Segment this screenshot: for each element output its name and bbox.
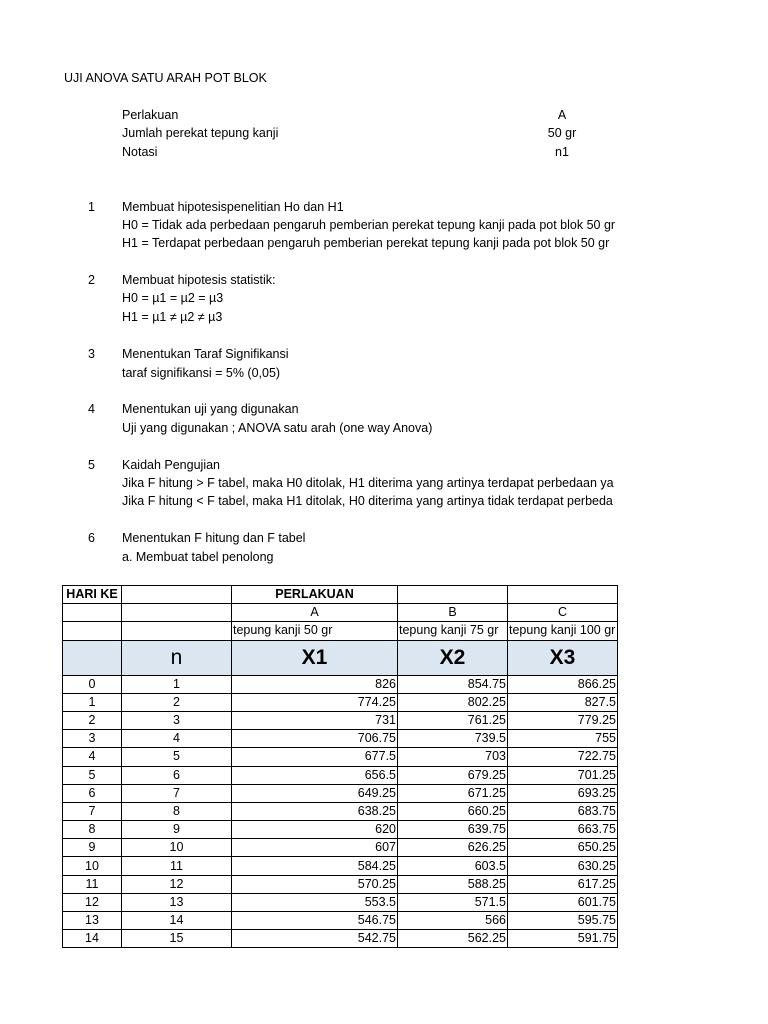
cell-x2: 679.25 (398, 766, 508, 784)
table-row (63, 802, 618, 820)
cell-n: 11 (122, 857, 232, 875)
cell-x1: 584.25 (232, 857, 398, 875)
cell-x3: 650.25 (508, 839, 618, 857)
step-number: 3 (88, 347, 95, 361)
info-label-perlakuan: Perlakuan (122, 108, 179, 122)
cell-x2: 703 (398, 748, 508, 766)
cell-x2: 854.75 (398, 675, 508, 693)
cell-n: 13 (122, 893, 232, 911)
table-row (63, 711, 618, 729)
cell-n: 10 (122, 839, 232, 857)
column-n: n (122, 640, 232, 675)
table-row (63, 766, 618, 784)
cell-x2: 603.5 (398, 857, 508, 875)
cell-hari: 1 (63, 693, 122, 711)
cell-x2: 802.25 (398, 693, 508, 711)
header-empty (398, 586, 508, 604)
step-number: 2 (88, 273, 95, 287)
table-row (63, 821, 618, 839)
header-empty (122, 622, 232, 640)
step-number: 6 (88, 531, 95, 545)
cell-x3: 722.75 (508, 748, 618, 766)
step-line: Jika F hitung > F tabel, maka H0 ditolak, H1 diterima yang artinya terdapat perbedaan ya (122, 476, 614, 490)
cell-x3: 591.75 (508, 930, 618, 948)
cell-x2: 566 (398, 912, 508, 930)
cell-hari: 12 (63, 893, 122, 911)
cell-n: 4 (122, 730, 232, 748)
cell-x3: 617.25 (508, 875, 618, 893)
cell-hari: 5 (63, 766, 122, 784)
cell-x1: 542.75 (232, 930, 398, 948)
header-empty (63, 622, 122, 640)
cell-n: 7 (122, 784, 232, 802)
cell-x3: 866.25 (508, 675, 618, 693)
step-line: Kaidah Pengujian (122, 458, 220, 472)
cell-n: 1 (122, 675, 232, 693)
header-perlakuan: PERLAKUAN (232, 586, 398, 604)
cell-x2: 588.25 (398, 875, 508, 893)
info-value-jumlah: 50 gr (547, 126, 577, 140)
table-row (63, 784, 618, 802)
cell-x3: 601.75 (508, 893, 618, 911)
table-row (63, 912, 618, 930)
cell-n: 2 (122, 693, 232, 711)
group-label-c: C (508, 604, 618, 622)
cell-x2: 671.25 (398, 784, 508, 802)
column-x2: X2 (398, 640, 508, 675)
cell-hari: 7 (63, 802, 122, 820)
cell-x3: 755 (508, 730, 618, 748)
cell-x3: 701.25 (508, 766, 618, 784)
column-x3: X3 (508, 640, 618, 675)
cell-x1: 656.5 (232, 766, 398, 784)
header-hari-ke: HARI KE (63, 586, 122, 604)
info-value-notasi: n1 (555, 145, 569, 159)
step-line: H1 = µ1 ≠ µ2 ≠ µ3 (122, 310, 223, 324)
header-empty (122, 604, 232, 622)
cell-hari: 0 (63, 675, 122, 693)
step-line: H1 = Terdapat perbedaan pengaruh pemberian perekat tepung kanji pada pot blok 50 gr (122, 236, 610, 250)
step-line: a. Membuat tabel penolong (122, 550, 274, 564)
cell-n: 5 (122, 748, 232, 766)
step-line: H0 = µ1 = µ2 = µ3 (122, 291, 224, 305)
info-value-perlakuan: A (557, 108, 567, 122)
step-line: Membuat hipotesispenelitian Ho dan H1 (122, 200, 344, 214)
cell-n: 15 (122, 930, 232, 948)
step-number: 5 (88, 458, 95, 472)
step-line: Menentukan uji yang digunakan (122, 402, 299, 416)
table-row (63, 930, 618, 948)
cell-hari: 10 (63, 857, 122, 875)
table-row (63, 730, 618, 748)
cell-n: 14 (122, 912, 232, 930)
cell-x2: 571.5 (398, 893, 508, 911)
cell-x2: 639.75 (398, 821, 508, 839)
step-line: Jika F hitung < F tabel, maka H1 ditolak, H0 diterima yang artinya tidak terdapat perbeda (122, 494, 613, 508)
cell-x1: 706.75 (232, 730, 398, 748)
cell-x2: 761.25 (398, 711, 508, 729)
cell-hari: 13 (63, 912, 122, 930)
table-row (63, 748, 618, 766)
table-row (63, 857, 618, 875)
cell-x1: 607 (232, 839, 398, 857)
table-row (63, 693, 618, 711)
group-label-b: B (398, 604, 508, 622)
header-empty (508, 586, 618, 604)
cell-x3: 827.5 (508, 693, 618, 711)
group-desc-a: tepung kanji 50 gr (232, 622, 398, 640)
cell-n: 3 (122, 711, 232, 729)
step-line: Menentukan F hitung dan F tabel (122, 531, 306, 545)
group-label-a: A (232, 604, 398, 622)
cell-x2: 660.25 (398, 802, 508, 820)
step-line: H0 = Tidak ada perbedaan pengaruh pemberian perekat tepung kanji pada pot blok 50 gr (122, 218, 616, 232)
cell-x3: 779.25 (508, 711, 618, 729)
cell-x1: 620 (232, 821, 398, 839)
header-empty (63, 640, 122, 675)
table-row (63, 839, 618, 857)
step-line: Uji yang digunakan ; ANOVA satu arah (one way Anova) (122, 421, 433, 435)
cell-hari: 4 (63, 748, 122, 766)
cell-hari: 14 (63, 930, 122, 948)
cell-n: 9 (122, 821, 232, 839)
cell-x2: 626.25 (398, 839, 508, 857)
cell-x1: 553.5 (232, 893, 398, 911)
cell-x3: 683.75 (508, 802, 618, 820)
page-title: UJI ANOVA SATU ARAH POT BLOK (64, 71, 267, 85)
cell-n: 6 (122, 766, 232, 784)
info-label-jumlah: Jumlah perekat tepung kanji (122, 126, 279, 140)
header-empty (122, 586, 232, 604)
cell-x1: 677.5 (232, 748, 398, 766)
table-row (63, 675, 618, 693)
cell-n: 8 (122, 802, 232, 820)
step-line: Membuat hipotesis statistik: (122, 273, 276, 287)
column-x1: X1 (232, 640, 398, 675)
cell-hari: 6 (63, 784, 122, 802)
cell-x3: 663.75 (508, 821, 618, 839)
table-row (63, 893, 618, 911)
group-desc-b: tepung kanji 75 gr (398, 622, 508, 640)
cell-x1: 638.25 (232, 802, 398, 820)
header-empty (63, 604, 122, 622)
cell-x1: 546.75 (232, 912, 398, 930)
cell-hari: 2 (63, 711, 122, 729)
cell-x3: 595.75 (508, 912, 618, 930)
group-desc-c: tepung kanji 100 gr (508, 622, 618, 640)
cell-x1: 649.25 (232, 784, 398, 802)
step-line: Menentukan Taraf Signifikansi (122, 347, 289, 361)
step-number: 1 (88, 200, 95, 214)
cell-x1: 731 (232, 711, 398, 729)
cell-x1: 774.25 (232, 693, 398, 711)
cell-hari: 9 (63, 839, 122, 857)
cell-x1: 826 (232, 675, 398, 693)
cell-x3: 630.25 (508, 857, 618, 875)
info-label-notasi: Notasi (122, 145, 158, 159)
cell-x2: 562.25 (398, 930, 508, 948)
step-number: 4 (88, 402, 95, 416)
cell-x2: 739.5 (398, 730, 508, 748)
cell-hari: 11 (63, 875, 122, 893)
cell-hari: 8 (63, 821, 122, 839)
step-line: taraf signifikansi = 5% (0,05) (122, 366, 281, 380)
cell-n: 12 (122, 875, 232, 893)
cell-x3: 693.25 (508, 784, 618, 802)
table-row (63, 875, 618, 893)
cell-hari: 3 (63, 730, 122, 748)
cell-x1: 570.25 (232, 875, 398, 893)
penolong-table (62, 585, 618, 948)
